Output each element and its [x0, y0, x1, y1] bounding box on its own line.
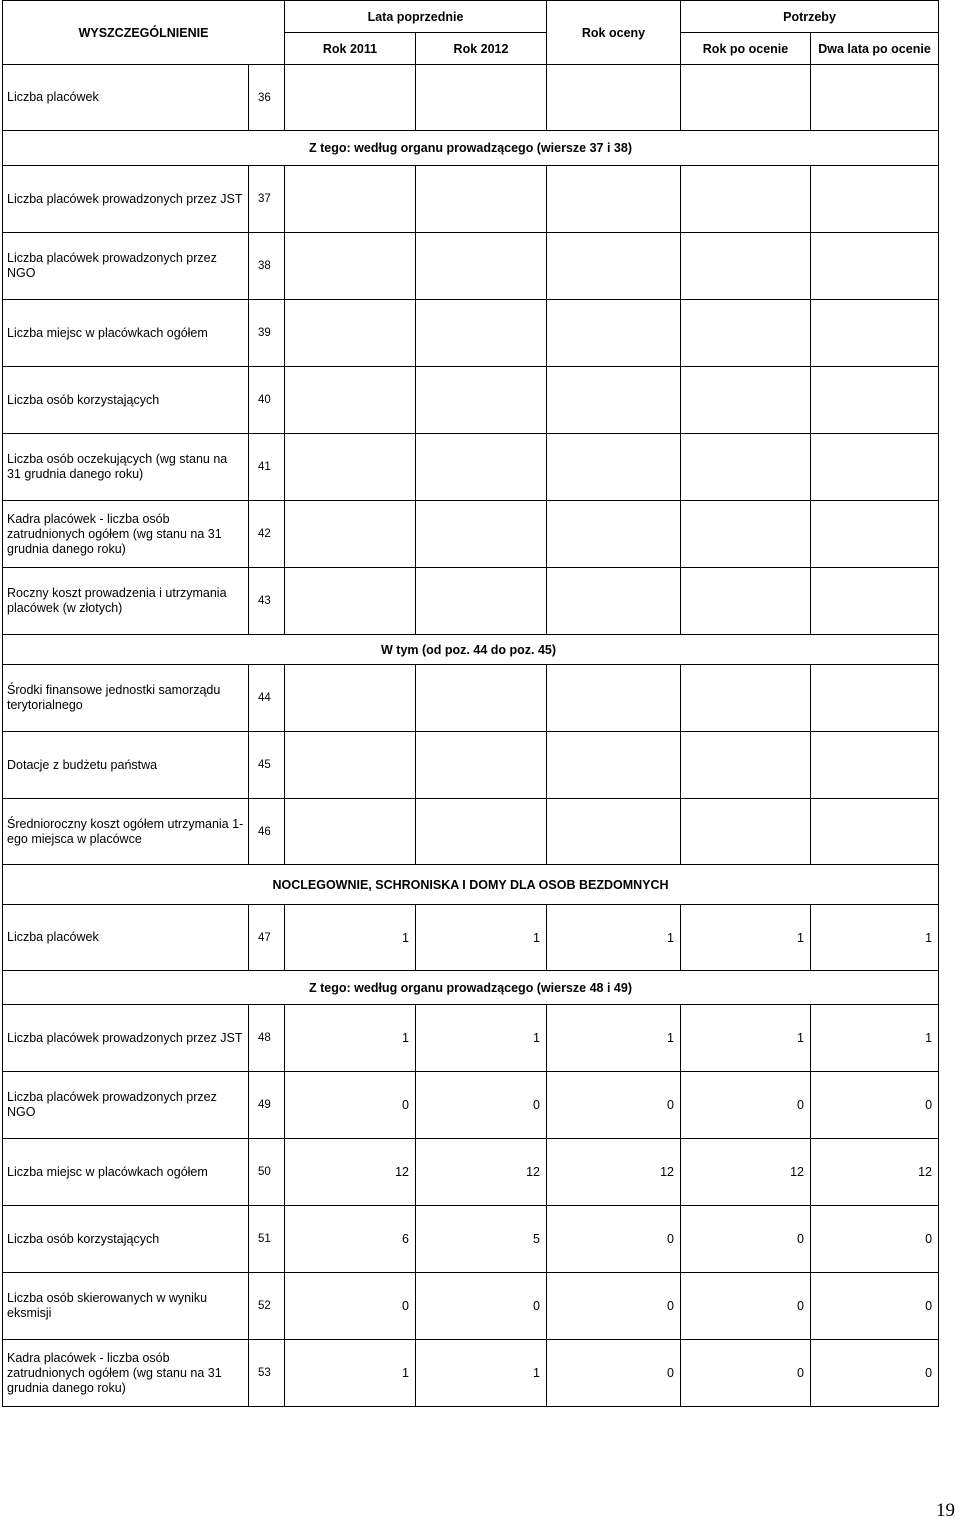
value-cell: 12: [547, 1139, 681, 1206]
value-cell: [547, 65, 681, 131]
section-title: W tym (od poz. 44 do poz. 45): [3, 635, 939, 665]
value-cell: 1: [811, 1005, 939, 1072]
header-needs: Potrzeby: [681, 1, 939, 33]
value-cell: [811, 434, 939, 501]
value-cell: 6: [285, 1206, 416, 1273]
row-number: 45: [249, 732, 285, 799]
header-evaluation-year: Rok oceny: [547, 1, 681, 65]
table-row: [3, 367, 939, 434]
header-year-2011: Rok 2011: [285, 33, 416, 65]
value-cell: [681, 367, 811, 434]
table-row: [3, 65, 939, 131]
row-label: Liczba osób skierowanych w wyniku eksmisji: [3, 1273, 249, 1340]
section-row: [3, 131, 939, 166]
value-cell: 12: [811, 1139, 939, 1206]
header-year-2012: Rok 2012: [416, 33, 547, 65]
row-label: Liczba osób korzystających: [3, 367, 249, 434]
value-cell: [416, 434, 547, 501]
row-number: 41: [249, 434, 285, 501]
value-cell: 0: [416, 1273, 547, 1340]
table-row: [3, 732, 939, 799]
value-cell: [285, 799, 416, 865]
value-cell: [681, 65, 811, 131]
value-cell: [811, 568, 939, 635]
row-number: 38: [249, 233, 285, 300]
value-cell: 0: [416, 1072, 547, 1139]
value-cell: [285, 65, 416, 131]
row-number: 49: [249, 1072, 285, 1139]
value-cell: [811, 665, 939, 732]
row-number: 53: [249, 1340, 285, 1407]
value-cell: [547, 300, 681, 367]
table-row: [3, 568, 939, 635]
section-row: [3, 635, 939, 665]
row-label: Średnioroczny koszt ogółem utrzymania 1-ego miejsca w placówce: [3, 799, 249, 865]
row-label: Liczba miejsc w placówkach ogółem: [3, 300, 249, 367]
value-cell: 1: [285, 1005, 416, 1072]
value-cell: [811, 501, 939, 568]
value-cell: [416, 65, 547, 131]
value-cell: 0: [681, 1340, 811, 1407]
row-number: 52: [249, 1273, 285, 1340]
header-description: WYSZCZEGÓLNIENIE: [3, 1, 285, 65]
row-number: 50: [249, 1139, 285, 1206]
table-body: [3, 65, 939, 1407]
value-cell: [416, 166, 547, 233]
row-number: 47: [249, 905, 285, 971]
value-cell: [416, 665, 547, 732]
section-title: Z tego: według organu prowadzącego (wiersze 37 i 38): [3, 131, 939, 166]
value-cell: [416, 732, 547, 799]
value-cell: 1: [681, 905, 811, 971]
section-title: Z tego: według organu prowadzącego (wiersze 48 i 49): [3, 971, 939, 1005]
value-cell: [547, 367, 681, 434]
row-label: Liczba placówek: [3, 905, 249, 971]
value-cell: 0: [681, 1206, 811, 1273]
value-cell: 1: [547, 905, 681, 971]
value-cell: [547, 501, 681, 568]
row-number: 37: [249, 166, 285, 233]
value-cell: 0: [681, 1072, 811, 1139]
row-number: 44: [249, 665, 285, 732]
value-cell: [681, 665, 811, 732]
value-cell: [285, 434, 416, 501]
header-previous-years: Lata poprzednie: [285, 1, 547, 33]
value-cell: [681, 300, 811, 367]
table-row: [3, 1005, 939, 1072]
table-row: [3, 1139, 939, 1206]
value-cell: 5: [416, 1206, 547, 1273]
table-row: [3, 1072, 939, 1139]
value-cell: [416, 568, 547, 635]
value-cell: [681, 799, 811, 865]
value-cell: [811, 233, 939, 300]
value-cell: [811, 732, 939, 799]
row-number: 51: [249, 1206, 285, 1273]
value-cell: [285, 367, 416, 434]
value-cell: 0: [547, 1072, 681, 1139]
table-row: [3, 434, 939, 501]
table-row: [3, 166, 939, 233]
value-cell: 0: [811, 1072, 939, 1139]
row-number: 46: [249, 799, 285, 865]
table-row: [3, 905, 939, 971]
value-cell: [547, 434, 681, 501]
value-cell: 1: [416, 1005, 547, 1072]
table-row: [3, 233, 939, 300]
data-table: [2, 0, 939, 1407]
table-row: [3, 1340, 939, 1407]
value-cell: [547, 233, 681, 300]
row-number: 36: [249, 65, 285, 131]
value-cell: [681, 732, 811, 799]
row-number: 48: [249, 1005, 285, 1072]
table-row: [3, 1273, 939, 1340]
value-cell: [547, 665, 681, 732]
value-cell: [285, 233, 416, 300]
row-label: Liczba osób korzystających: [3, 1206, 249, 1273]
value-cell: [285, 568, 416, 635]
value-cell: 0: [811, 1273, 939, 1340]
value-cell: [681, 434, 811, 501]
value-cell: 12: [285, 1139, 416, 1206]
value-cell: [416, 233, 547, 300]
value-cell: 1: [416, 1340, 547, 1407]
row-label: Kadra placówek - liczba osób zatrudnionych ogółem (wg stanu na 31 grudnia danego roku): [3, 501, 249, 568]
value-cell: 0: [285, 1273, 416, 1340]
value-cell: [681, 568, 811, 635]
row-number: 43: [249, 568, 285, 635]
row-label: Kadra placówek - liczba osób zatrudnionych ogółem (wg stanu na 31 grudnia danego roku): [3, 1340, 249, 1407]
section-row: [3, 971, 939, 1005]
value-cell: 12: [416, 1139, 547, 1206]
value-cell: 1: [811, 905, 939, 971]
row-label: Liczba osób oczekujących (wg stanu na 31 grudnia danego roku): [3, 434, 249, 501]
value-cell: [681, 166, 811, 233]
header-year-after: Rok po ocenie: [681, 33, 811, 65]
row-number: 42: [249, 501, 285, 568]
value-cell: [547, 799, 681, 865]
value-cell: [811, 65, 939, 131]
value-cell: [681, 233, 811, 300]
value-cell: [416, 300, 547, 367]
value-cell: [547, 568, 681, 635]
value-cell: [285, 665, 416, 732]
value-cell: [811, 300, 939, 367]
value-cell: [547, 166, 681, 233]
value-cell: [285, 166, 416, 233]
table-row: [3, 300, 939, 367]
value-cell: [416, 799, 547, 865]
row-label: Liczba placówek prowadzonych przez NGO: [3, 1072, 249, 1139]
value-cell: 0: [811, 1206, 939, 1273]
value-cell: [285, 501, 416, 568]
value-cell: 1: [681, 1005, 811, 1072]
page-number: 19: [936, 1500, 955, 1521]
value-cell: [681, 501, 811, 568]
row-label: Dotacje z budżetu państwa: [3, 732, 249, 799]
value-cell: 0: [285, 1072, 416, 1139]
row-label: Roczny koszt prowadzenia i utrzymania placówek (w złotych): [3, 568, 249, 635]
value-cell: 1: [547, 1005, 681, 1072]
table-row: [3, 799, 939, 865]
value-cell: [416, 367, 547, 434]
table-row: [3, 501, 939, 568]
section-row: [3, 865, 939, 905]
row-label: Liczba placówek prowadzonych przez JST: [3, 166, 249, 233]
row-label: Liczba placówek prowadzonych przez NGO: [3, 233, 249, 300]
section-title: NOCLEGOWNIE, SCHRONISKA I DOMY DLA OSOB BEZDOMNYCH: [3, 865, 939, 905]
row-number: 40: [249, 367, 285, 434]
value-cell: 0: [547, 1273, 681, 1340]
row-label: Środki finansowe jednostki samorządu terytorialnego: [3, 665, 249, 732]
value-cell: [285, 732, 416, 799]
value-cell: 0: [811, 1340, 939, 1407]
value-cell: [811, 799, 939, 865]
value-cell: [547, 732, 681, 799]
value-cell: [285, 300, 416, 367]
row-number: 39: [249, 300, 285, 367]
value-cell: 0: [547, 1206, 681, 1273]
row-label: Liczba miejsc w placówkach ogółem: [3, 1139, 249, 1206]
value-cell: 1: [285, 905, 416, 971]
value-cell: [811, 367, 939, 434]
value-cell: 12: [681, 1139, 811, 1206]
row-label: Liczba placówek prowadzonych przez JST: [3, 1005, 249, 1072]
table-row: [3, 1206, 939, 1273]
table-row: [3, 665, 939, 732]
value-cell: [416, 501, 547, 568]
row-label: Liczba placówek: [3, 65, 249, 131]
value-cell: [811, 166, 939, 233]
value-cell: 1: [416, 905, 547, 971]
value-cell: 0: [547, 1340, 681, 1407]
header-two-years-after: Dwa lata po ocenie: [811, 33, 939, 65]
value-cell: 1: [285, 1340, 416, 1407]
value-cell: 0: [681, 1273, 811, 1340]
